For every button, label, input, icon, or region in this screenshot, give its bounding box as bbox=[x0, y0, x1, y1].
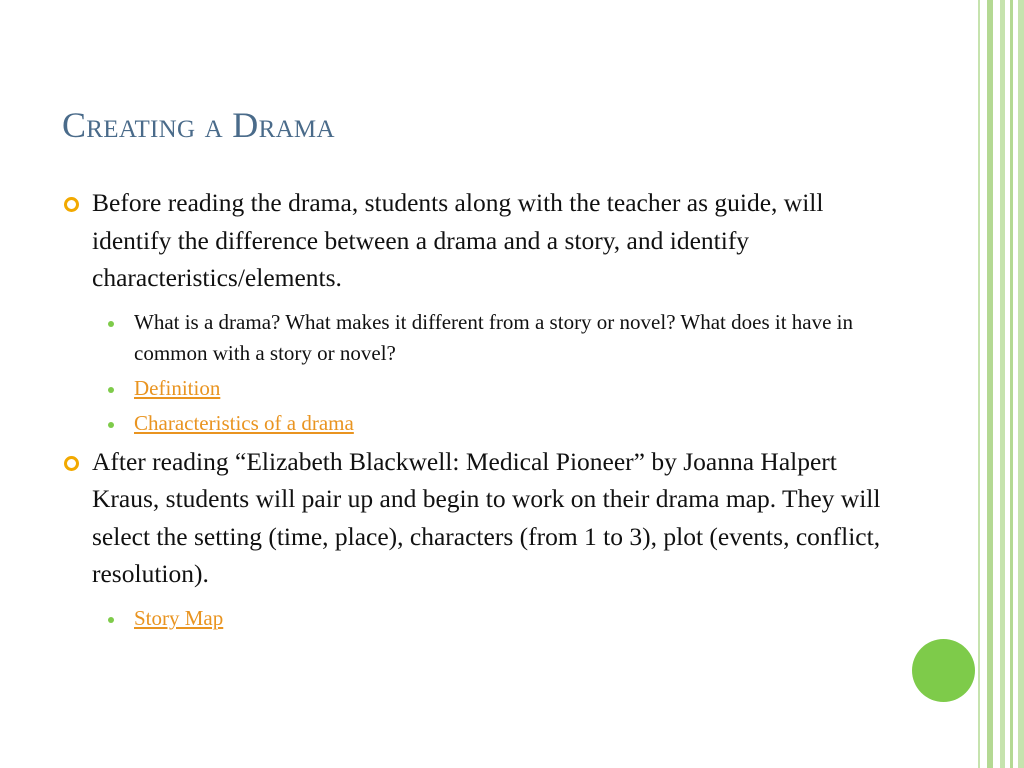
sub-bullet-item bbox=[62, 373, 882, 404]
sub-bullet-item bbox=[62, 603, 882, 634]
bullet-item bbox=[62, 443, 882, 593]
characteristics-link[interactable]: Characteristics of a drama bbox=[134, 410, 354, 435]
bullet-text: Before reading the drama, students along with the teacher as guide, will identify the difference between a drama and a story, and identify characteristics/elements. bbox=[92, 188, 824, 292]
slide-title: Creating a Drama bbox=[62, 105, 335, 145]
dot-bullet-icon bbox=[108, 617, 114, 623]
frame-line bbox=[1018, 0, 1024, 768]
ring-bullet-icon bbox=[64, 197, 79, 212]
bullet-item bbox=[62, 184, 882, 297]
frame-line bbox=[1000, 0, 1005, 768]
dot-bullet-icon bbox=[108, 422, 114, 428]
slide-content bbox=[62, 184, 882, 634]
dot-bullet-icon bbox=[108, 321, 114, 327]
definition-link[interactable]: Definition bbox=[134, 375, 221, 400]
sub-bullet-item bbox=[62, 307, 882, 369]
frame-line bbox=[1010, 0, 1013, 768]
sub-bullet-item bbox=[62, 408, 882, 439]
bullet-text: After reading “Elizabeth Blackwell: Medical Pioneer” by Joanna Halpert Kraus, students will pair up and begin to work on their drama map. They will select the setting (time, place), characters (from 1 to 3), plot (events, conflict, resolution). bbox=[92, 446, 881, 588]
frame-line bbox=[987, 0, 993, 768]
ring-bullet-icon bbox=[64, 456, 79, 471]
story-map-link[interactable]: Story Map bbox=[134, 605, 224, 630]
frame-line bbox=[978, 0, 980, 768]
decorative-circle bbox=[912, 639, 975, 702]
sub-bullet-text: What is a drama? What makes it different from a story or novel? What does it have in common with a story or novel? bbox=[134, 309, 854, 365]
dot-bullet-icon bbox=[108, 387, 114, 393]
